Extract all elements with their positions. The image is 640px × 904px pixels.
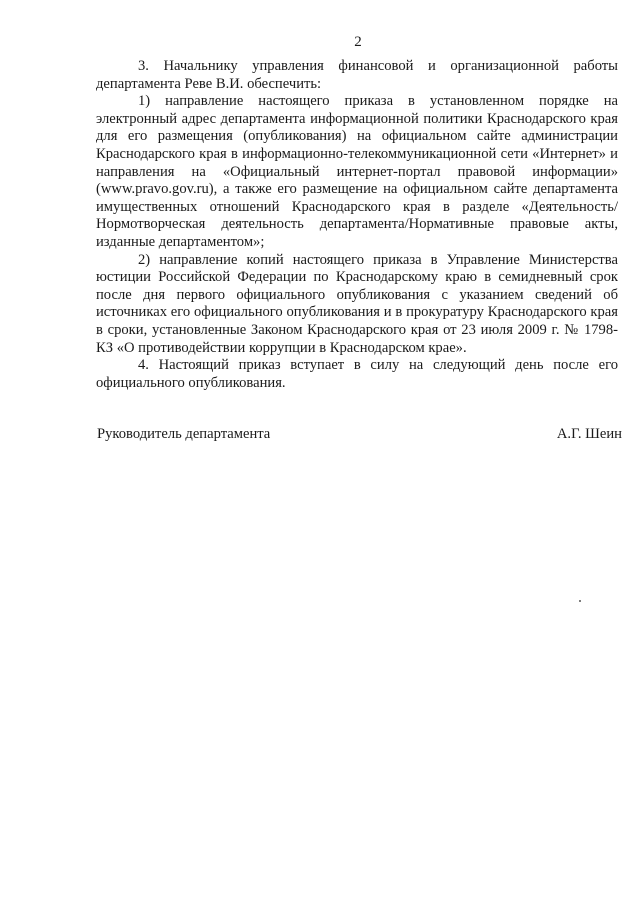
scan-speck — [579, 600, 581, 602]
paragraph-item-4: 4. Настоящий приказ вступает в силу на следующий день после его официального опубликования. — [96, 357, 618, 391]
signature-title: Руководитель департамента — [97, 426, 271, 442]
subparagraph-1: 1) направление настоящего приказа в установленном порядке на электронный адрес департамента информационной политики Краснодарского края для его размещения (опубликования) на официальном сайте администрации Краснодарского края в информационно-телекоммуникационной сети «Интернет» и направления на «Официальный интернет-портал правовой информации» (www.pravo.gov.ru), а также его размещение на официальном сайте департамента имущественных отношений Краснодарского края в разделе «Деятельность/Нормотворческая деятельность департамента/Нормативные правовые акты, изданные департаментом»; — [96, 93, 618, 250]
document-body — [96, 58, 618, 392]
signature-name: А.Г. Шеин — [556, 426, 622, 442]
paragraph-item-3: 3. Начальнику управления финансовой и организационной работы департамента Реве В.И. обеспечить: — [96, 58, 618, 92]
page-number: 2 — [354, 34, 362, 50]
subparagraph-2: 2) направление копий настоящего приказа в Управление Министерства юстиции Российской Федерации по Краснодарскому краю в семидневный срок после дня первого официального опубликования с указанием сведений об источниках его официального опубликования и в прокуратуру Краснодарского края в сроки, установленные Законом Краснодарского края от 23 июля 2009 г. № 1798-КЗ «О противодействии коррупции в Краснодарском крае». — [96, 251, 618, 356]
